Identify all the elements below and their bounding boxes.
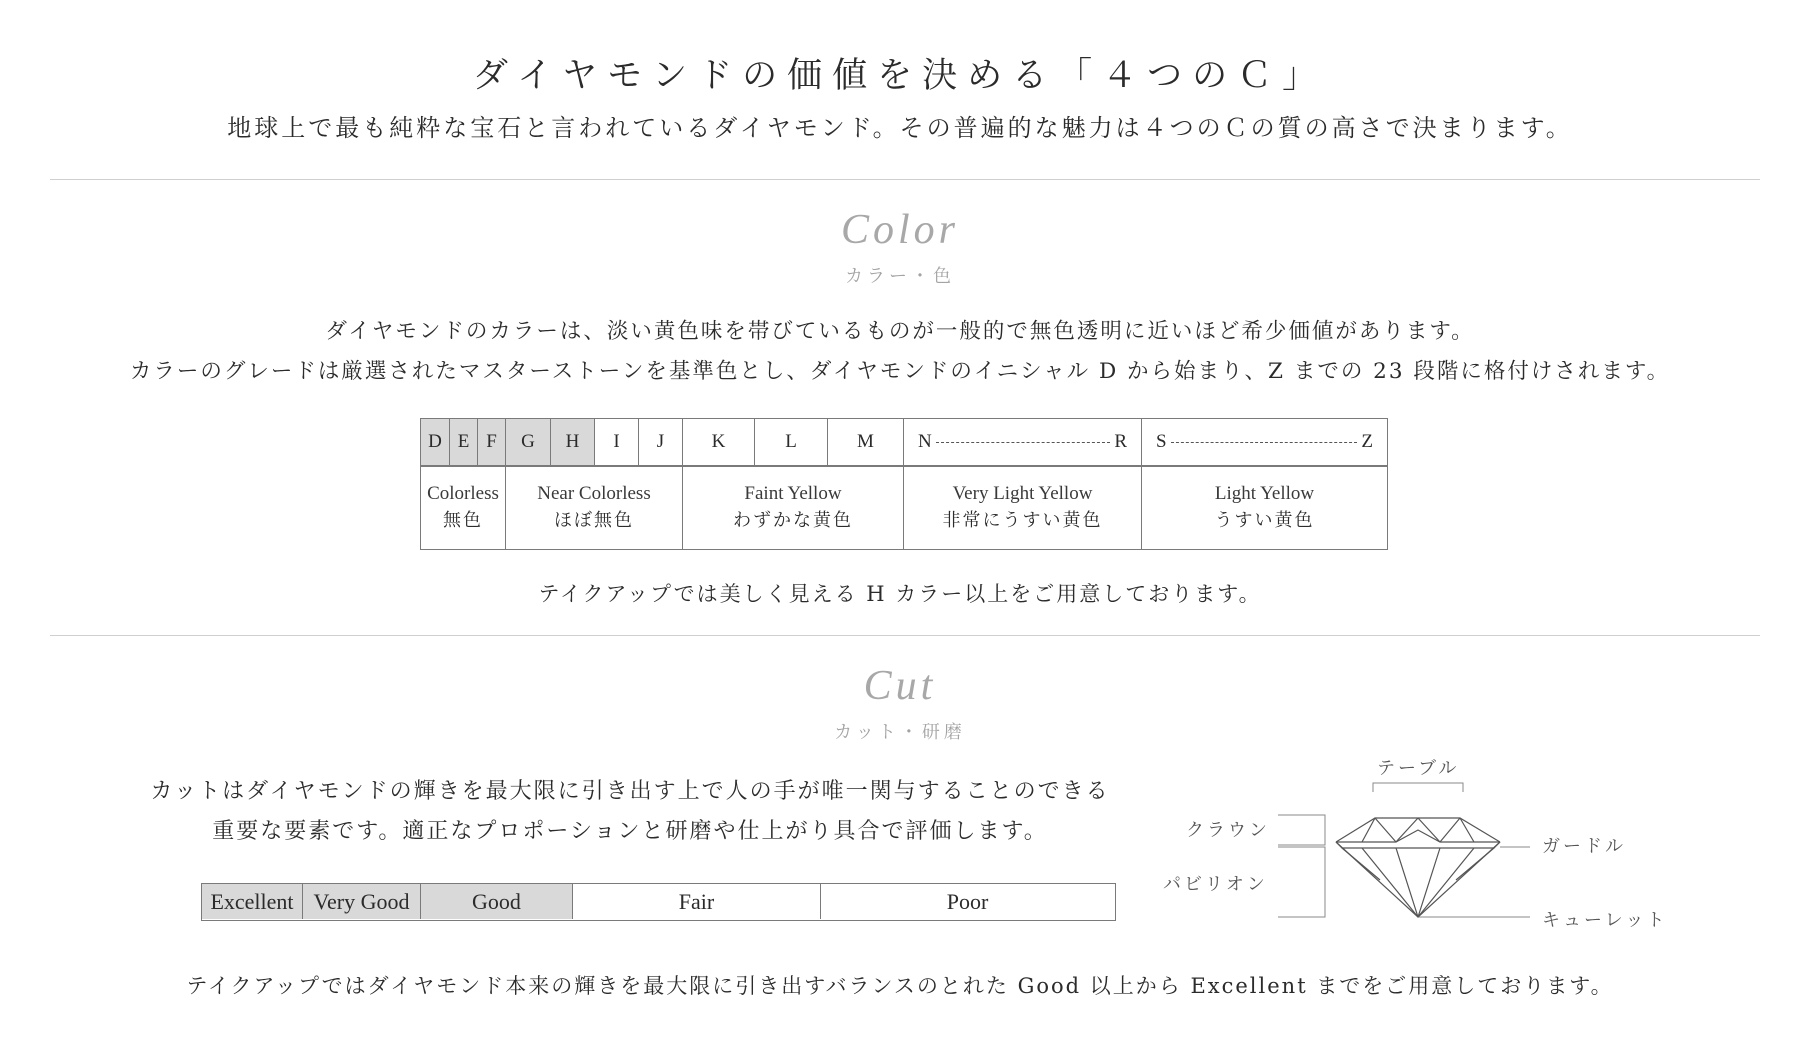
- label-crown: クラウン: [1186, 820, 1270, 841]
- cut-grade-very-good: Very Good: [303, 884, 421, 919]
- grade-cell-j: J: [639, 419, 683, 465]
- cut-grade-table: [201, 883, 1116, 921]
- grade-cell-l: L: [755, 419, 828, 465]
- cut-heading: Cut: [863, 663, 937, 709]
- cut-subheading: カット・研磨: [834, 722, 966, 743]
- category-ja-label: うすい黄色: [1214, 510, 1315, 531]
- grade-cell-k: K: [683, 419, 755, 465]
- cut-grade-poor: Poor: [946, 888, 989, 914]
- category-ja-label: わずかな黄色: [733, 510, 853, 531]
- label-girdle: ガードル: [1542, 836, 1626, 857]
- grade-cell-f: F: [478, 419, 506, 465]
- range-start-n: N: [918, 431, 932, 452]
- grade-cell-e: E: [450, 419, 478, 465]
- range-end-r: R: [1114, 431, 1127, 452]
- cut-grade-excellent: Excellent: [202, 884, 303, 919]
- category-faint-yellow: [683, 466, 904, 550]
- category-en-label: Light Yellow: [1214, 483, 1315, 504]
- page-intro: 地球上で最も純粋な宝石と言われているダイヤモンド。その普遍的な魅力は４つのＣの質の高さで決まります。: [227, 114, 1573, 142]
- label-pavilion: パビリオン: [1163, 874, 1268, 895]
- category-ja-label: ほぼ無色: [554, 510, 634, 531]
- color-heading: Color: [840, 207, 960, 253]
- color-description-line-1: ダイヤモンドのカラーは、淡い黄色味を帯びているものが一般的で無色透明に近いほど希少価値があります。: [325, 319, 1475, 344]
- table-bracket: [1373, 783, 1463, 792]
- label-culet: キューレット: [1542, 910, 1668, 931]
- cut-grade-good: Good: [421, 884, 573, 919]
- cut-description-line-1: カットはダイヤモンドの輝きを最大限に引き出す上で人の手が唯一関与することのできる: [150, 779, 1110, 804]
- category-en-label: Colorless: [427, 483, 499, 504]
- cut-note: テイクアップではダイヤモンド本来の輝きを最大限に引き出すバランスのとれた Good 以上から Excellent までをご用意しております。: [186, 974, 1614, 998]
- label-table: テーブル: [1377, 758, 1460, 779]
- category-light-yellow: [1142, 466, 1387, 550]
- color-description-line-2: カラーのグレードは厳選されたマスターストーンを基準色とし、ダイヤモンドのイニシャル D から始まり、Z までの 23 段階に格付けされます。: [129, 359, 1671, 384]
- range-dash: [1171, 442, 1358, 443]
- grade-cell-i: I: [595, 419, 639, 465]
- page-title: ダイヤモンドの価値を決める「４つのＣ」: [472, 56, 1328, 96]
- crown-bracket: [1278, 815, 1325, 845]
- grade-range-s-z: [1142, 419, 1387, 465]
- divider: [50, 635, 1760, 636]
- pavilion-bracket: [1278, 847, 1325, 917]
- color-grade-table: [420, 418, 1388, 550]
- range-end-z: Z: [1361, 431, 1373, 452]
- category-ja-label: 無色: [443, 510, 483, 531]
- grade-cell-h: H: [551, 419, 595, 465]
- grade-cell-m: M: [828, 419, 904, 465]
- category-en-label: Very Light Yellow: [952, 483, 1093, 504]
- range-start-s: S: [1156, 431, 1167, 452]
- category-en-label: Faint Yellow: [744, 483, 842, 504]
- color-note: テイクアップでは美しく見える H カラー以上をご用意しております。: [538, 582, 1262, 606]
- category-very-light-yellow: [904, 466, 1142, 550]
- diamond-diagram: [1270, 780, 1550, 930]
- cut-grade-fair: Fair: [573, 884, 821, 919]
- category-en-label: Near Colorless: [537, 483, 651, 504]
- category-colorless: [421, 466, 506, 550]
- diamond-outline: [1336, 818, 1500, 917]
- grade-cell-d: D: [421, 419, 450, 465]
- range-dash: [936, 442, 1111, 443]
- cut-description-line-2: 重要な要素です。適正なプロポーションと研磨や仕上がり具合で評価します。: [212, 819, 1048, 844]
- divider: [50, 179, 1760, 180]
- category-ja-label: 非常にうすい黄色: [942, 510, 1103, 531]
- grade-cell-g: G: [506, 419, 551, 465]
- grade-range-n-r: [904, 419, 1142, 465]
- cut-description: [130, 772, 1130, 852]
- category-near-colorless: [506, 466, 683, 550]
- color-subheading: カラー・色: [845, 266, 955, 287]
